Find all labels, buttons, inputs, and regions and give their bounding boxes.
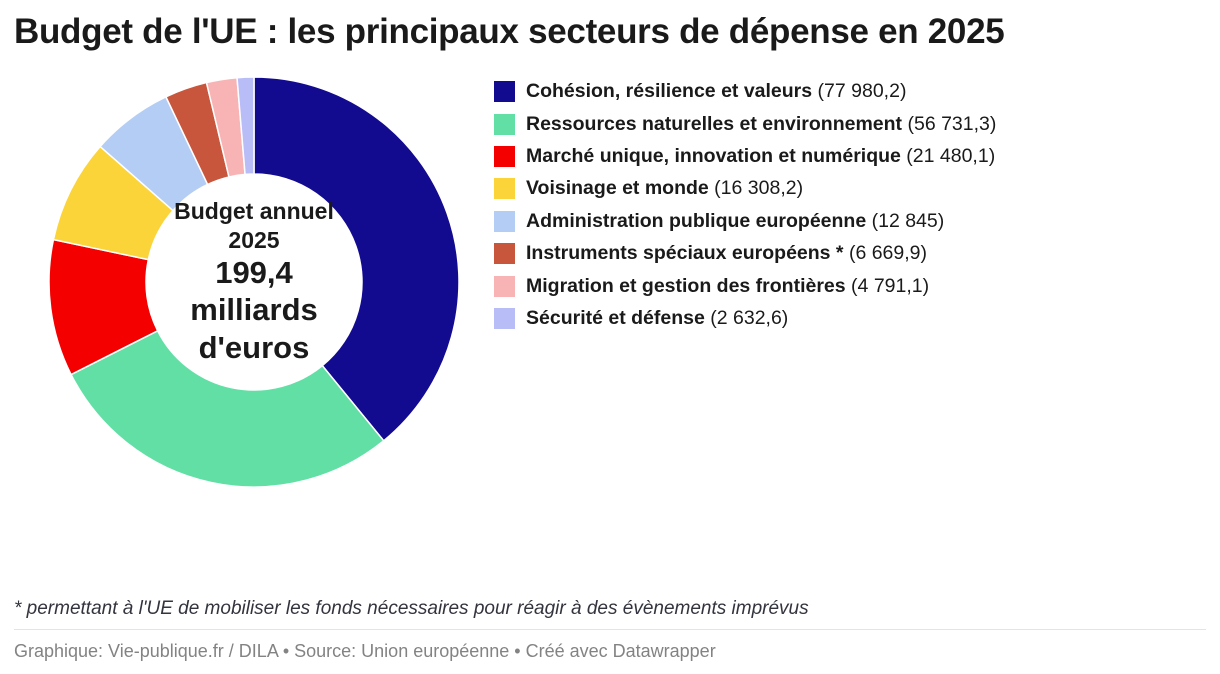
legend-item[interactable] <box>494 80 1206 103</box>
donut-svg <box>44 72 464 492</box>
legend-color-swatch <box>494 146 515 167</box>
legend-label-name: Cohésion, résilience et valeurs <box>526 80 813 103</box>
center-line-2: 2025 <box>228 226 280 253</box>
legend-color-swatch <box>494 114 515 135</box>
legend-label-name: Voisinage et monde <box>526 177 709 200</box>
legend-label-name: Instruments spéciaux européens * <box>526 242 844 265</box>
legend-label-value: (12 845) <box>866 209 945 232</box>
legend-color-swatch <box>494 81 515 102</box>
chart-body <box>14 62 1206 512</box>
center-total-value: 199,4 <box>215 254 293 290</box>
legend-label-value: (6 669,9) <box>843 242 927 265</box>
legend-label <box>526 145 995 168</box>
legend-label <box>526 242 927 265</box>
page-title: Budget de l'UE : les principaux secteurs de dépense en 2025 <box>14 12 1005 51</box>
donut-chart <box>14 62 484 512</box>
legend-label <box>526 307 788 330</box>
legend-color-swatch <box>494 276 515 297</box>
legend-label-name: Marché unique, innovation et numérique <box>526 145 901 168</box>
legend-label-name: Migration et gestion des frontières <box>526 274 846 297</box>
legend-item[interactable] <box>494 177 1206 200</box>
footnote: * permettant à l'UE de mobiliser les fonds nécessaires pour réagir à des évènements imprévus <box>14 598 809 619</box>
legend-item[interactable] <box>494 210 1206 233</box>
footer-divider <box>14 629 1206 630</box>
legend-item[interactable] <box>494 145 1206 168</box>
legend-item[interactable] <box>494 242 1206 265</box>
center-unit-1: milliards <box>190 292 318 328</box>
legend-label-name: Sécurité et défense <box>526 306 705 329</box>
legend-label <box>526 177 803 200</box>
legend-label-name: Ressources naturelles et environnement <box>526 112 903 135</box>
legend-label-name: Administration publique européenne <box>526 209 867 232</box>
legend-color-swatch <box>494 243 515 264</box>
legend-label-value: (77 980,2) <box>812 80 907 103</box>
legend-item[interactable] <box>494 275 1206 298</box>
legend-label <box>526 80 906 103</box>
legend-label <box>526 113 996 136</box>
legend-label <box>526 210 944 233</box>
center-line-1: Budget annuel <box>174 198 334 225</box>
legend-label-value: (2 632,6) <box>704 306 789 329</box>
legend-item[interactable] <box>494 307 1206 330</box>
legend <box>484 62 1206 339</box>
legend-label-value: (4 791,1) <box>845 274 930 297</box>
legend-item[interactable] <box>494 113 1206 136</box>
legend-color-swatch <box>494 178 515 199</box>
chart-page <box>0 12 1220 674</box>
center-unit-2: d'euros <box>198 330 310 366</box>
legend-label-value: (16 308,2) <box>708 177 804 200</box>
legend-label-value: (56 731,3) <box>902 112 997 135</box>
legend-color-swatch <box>494 308 515 329</box>
legend-label-value: (21 480,1) <box>900 145 996 168</box>
credits: Graphique: Vie-publique.fr / DILA • Source: Union européenne • Créé avec Datawrapper <box>14 641 716 661</box>
legend-color-swatch <box>494 211 515 232</box>
legend-label <box>526 275 929 298</box>
